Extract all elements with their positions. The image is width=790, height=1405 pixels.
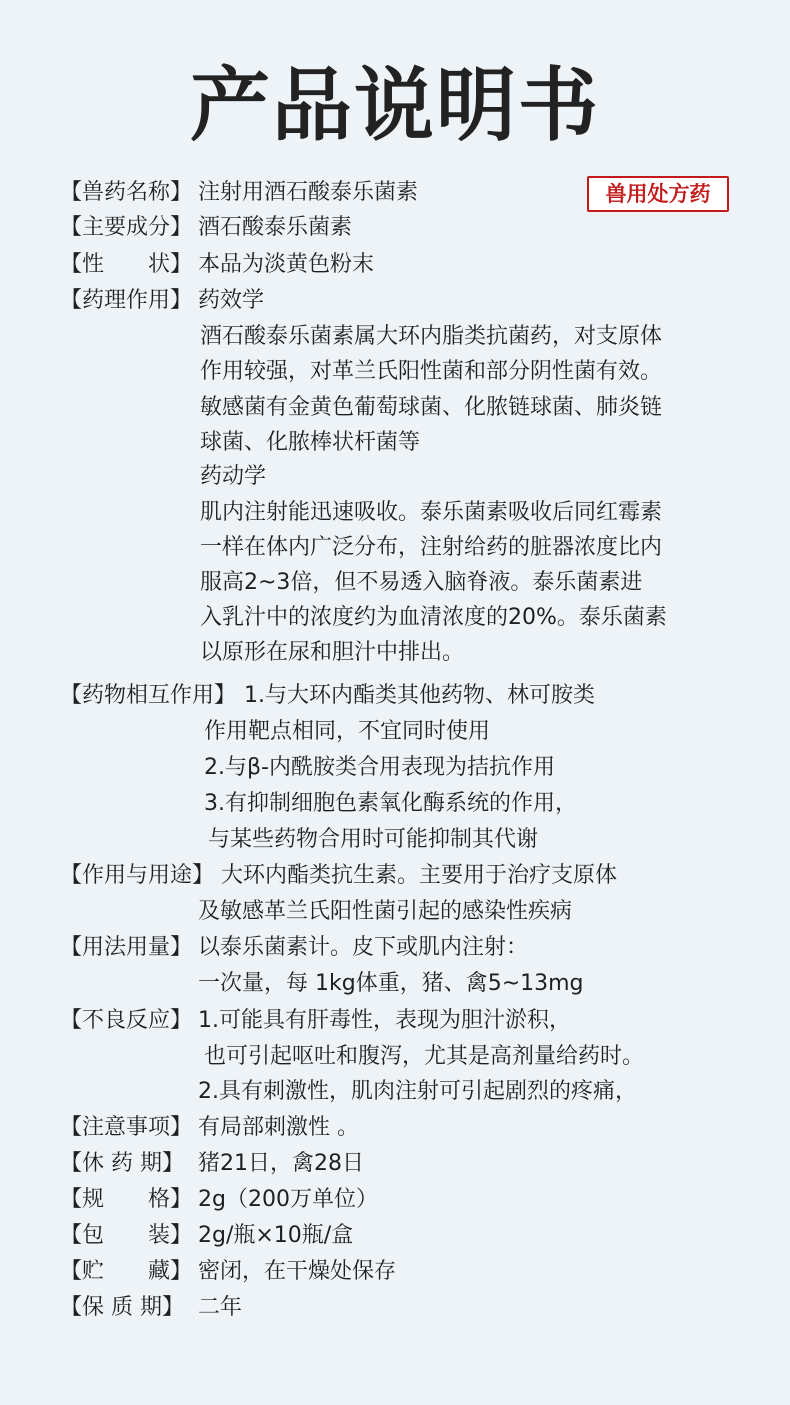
pharmacology-line: 一样在体内广泛分布，注射给药的脏器浓度比内 <box>200 535 663 560</box>
label-precautions: 【注意事项】 <box>60 1115 193 1140</box>
indication-line: 及敏感革兰氏阳性菌引起的感染性疾病 <box>198 899 573 924</box>
label-withdrawal-period: 【休 药 期】 <box>60 1151 184 1176</box>
label-specification: 【规 格】 <box>60 1187 193 1212</box>
pharmacology-line: 药动学 <box>200 464 267 489</box>
pharmacology-line: 作用较强，对革兰氏阳性菌和部分阴性菌有效。 <box>200 359 663 384</box>
indication-line: 大环内酯类抗生素。主要用于治疗支原体 <box>221 863 618 888</box>
label-indication: 【作用与用途】 <box>60 863 215 888</box>
storage-value: 密闭，在干燥处保存 <box>198 1259 397 1284</box>
precautions-value: 有局部刺激性 。 <box>198 1115 359 1140</box>
drug-name-value: 注射用酒石酸泰乐菌素 <box>198 180 419 205</box>
interaction-line: 与某些药物合用时可能抑制其代谢 <box>208 827 539 852</box>
main-ingredient-value: 酒石酸泰乐菌素 <box>198 215 353 240</box>
dosage-line: 一次量，每 1kg体重，猪、禽5~13mg <box>198 971 584 996</box>
appearance-value: 本品为淡黄色粉末 <box>198 252 375 277</box>
dosage-line: 以泰乐菌素计。皮下或肌内注射： <box>198 935 529 960</box>
interaction-line: 作用靶点相同，不宜同时使用 <box>204 719 491 744</box>
adverse-line: 1.可能具有肝毒性，表现为胆汁淤积， <box>198 1008 571 1033</box>
adverse-line: 2.具有刺激性，肌肉注射可引起剧烈的疼痛， <box>198 1079 637 1104</box>
adverse-line: 也可引起呕吐和腹泻，尤其是高剂量给药时。 <box>204 1044 645 1069</box>
label-dosage: 【用法用量】 <box>60 935 193 960</box>
label-shelf-life: 【保 质 期】 <box>60 1295 184 1320</box>
label-appearance: 【性 状】 <box>60 252 193 277</box>
prescription-badge: 兽用处方药 <box>587 176 729 212</box>
label-main-ingredient: 【主要成分】 <box>60 215 193 240</box>
page-title: 产品说明书 <box>190 58 600 152</box>
specification-value: 2g（200万单位） <box>198 1187 378 1212</box>
label-adverse-reaction: 【不良反应】 <box>60 1008 193 1033</box>
package-value: 2g/瓶×10瓶/盒 <box>198 1223 354 1248</box>
pharmacology-line: 药效学 <box>198 288 265 313</box>
pharmacology-line: 以原形在尿和胆汁中排出。 <box>200 640 465 665</box>
shelf-life-value: 二年 <box>198 1295 243 1320</box>
pharmacology-line: 入乳汁中的浓度约为血清浓度的20%。泰乐菌素 <box>200 605 667 630</box>
pharmacology-line: 酒石酸泰乐菌素属大环内脂类抗菌药，对支原体 <box>200 324 663 349</box>
pharmacology-line: 敏感菌有金黄色葡萄球菌、化脓链球菌、肺炎链 <box>200 395 663 420</box>
interaction-line: 2.与β-内酰胺类合用表现为拮抗作用 <box>204 755 555 780</box>
pharmacology-line: 服高2~3倍，但不易透入脑脊液。泰乐菌素进 <box>200 570 643 595</box>
label-package: 【包 装】 <box>60 1223 193 1248</box>
label-pharmacology: 【药理作用】 <box>60 288 193 313</box>
label-drug-name: 【兽药名称】 <box>60 180 193 205</box>
label-storage: 【贮 藏】 <box>60 1259 193 1284</box>
interaction-line: 1.与大环内酯类其他药物、林可胺类 <box>244 683 595 708</box>
interaction-line: 3.有抑制细胞色素氧化酶系统的作用， <box>204 791 577 816</box>
label-drug-interaction: 【药物相互作用】 <box>60 683 237 708</box>
pharmacology-line: 肌内注射能迅速吸收。泰乐菌素吸收后同红霉素 <box>200 500 663 525</box>
withdrawal-period-value: 猪21日，禽28日 <box>198 1151 364 1176</box>
pharmacology-line: 球菌、化脓棒状杆菌等 <box>200 430 421 455</box>
